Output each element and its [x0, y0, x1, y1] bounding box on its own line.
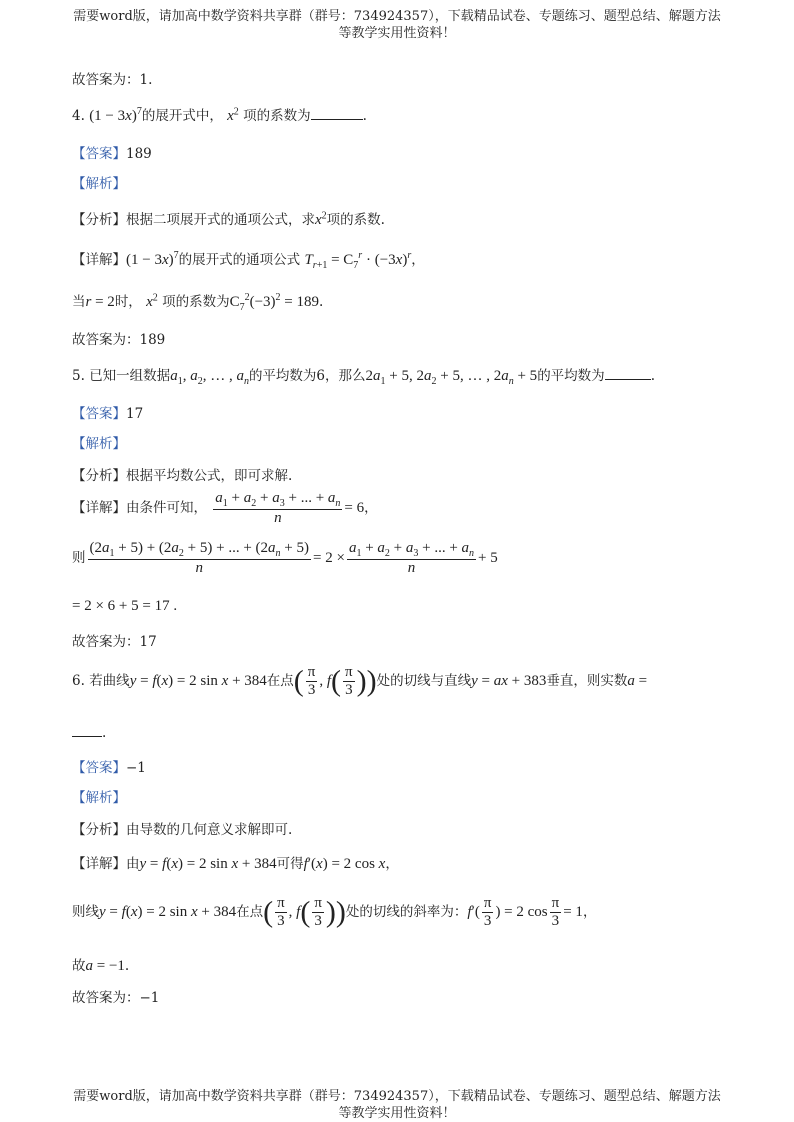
header-line-1: 需要word版，请加高中数学资料共享群（群号：734924357），下载精品试卷、专题练习、题型总结、解题方法 [73, 9, 721, 24]
q6-detail-line2: 则线y = f(x) = 2 sin x + 384在点( $\frac{\pi}{3}$ , f( $\frac{\pi}{3}$ ))处的切线的斜率为：f′( $\frac{\pi}{3}$ ) = 2 cos $\frac{\pi}{3}$ = 1， [72, 895, 597, 929]
q4-final: 故答案为：189 [72, 332, 166, 348]
q5-calc: = 2 × 6 + 5 = 17 . [72, 598, 178, 614]
q4-number: 4. [72, 108, 85, 124]
q6-final: 故答案为：−1 [72, 990, 160, 1006]
q4-jiexi: 【解析】 [72, 176, 126, 192]
q6-stem: 6. 若曲线y = f(x) = 2 sin x + 384在点( $\frac{\pi}{3}$ , f( $\frac{\pi}{3}$ ))处的切线与直线y = ax + 383垂直，则实数a = [72, 664, 648, 698]
prev-final-answer: 故答案为：1. [72, 72, 153, 88]
q5-answer: 【答案】17 [72, 406, 144, 422]
q5-final: 故答案为：17 [72, 634, 157, 650]
q5-detail-line2: 则 $\frac{(2a_1 + 5) + (2a_2 + 5) + ... + (2a_n + 5)}{n}$ = 2 × $\frac{a_1 + a_2 + a_3 + ... + a_n}{n}$ + 5 [72, 540, 498, 576]
footer-line-1: 需要word版，请加高中数学资料共享群（群号：734924357），下载精品试卷、专题练习、题型总结、解题方法 [73, 1089, 721, 1104]
q5-detail: 【详解】由条件可知， $\frac{a_1 + a_2 + a_3 + ... + a_n}{n}$ = 6， [72, 490, 378, 526]
q5-jiexi: 【解析】 [72, 436, 126, 452]
q6-jiexi: 【解析】 [72, 790, 126, 806]
q6-answer: 【答案】−1 [72, 760, 146, 776]
q6-analysis: 【分析】由导数的几何意义求解即可. [72, 822, 293, 838]
page-header [0, 8, 794, 42]
footer-line-2: 等教学实用性资料！ [338, 1106, 456, 1121]
q4-analysis: 【分析】根据二项展开式的通项公式，求$x^2$项的系数. [72, 210, 385, 228]
q6-detail: 【详解】由y = f(x) = 2 sin x + 384可得f′(x) = 2 cos x， [72, 856, 399, 872]
q6-blank-line: . [72, 724, 106, 741]
q4-stem: 4. $(1 - 3x)^7$的展开式中， $x^2$ 项的系数为 . [72, 106, 367, 124]
q4-detail: 【详解】$(1 - 3x)^7$的展开式的通项公式 $T_{r+1} = C_7^r \cdot (-3x)^r$， [72, 250, 425, 271]
q5-stem: 5. 已知一组数据$a_1$, $a_2$, … , $a_n$的平均数为6，那么$2a_1 + 5$, $2a_2 + 5$, … , $2a_n + 5$的平均数为 . [72, 368, 655, 387]
q4-detail-line2: 当r = 2时， $x^2$ 项的系数为$C_7^2(-3)^2 = 189$. [72, 292, 324, 313]
header-line-2: 等教学实用性资料！ [338, 26, 456, 41]
q4-answer: 【答案】189 [72, 146, 152, 162]
page-footer [0, 1088, 794, 1122]
q6-conclusion: 故a = −1. [72, 958, 130, 974]
q5-analysis: 【分析】根据平均数公式，即可求解. [72, 468, 293, 484]
